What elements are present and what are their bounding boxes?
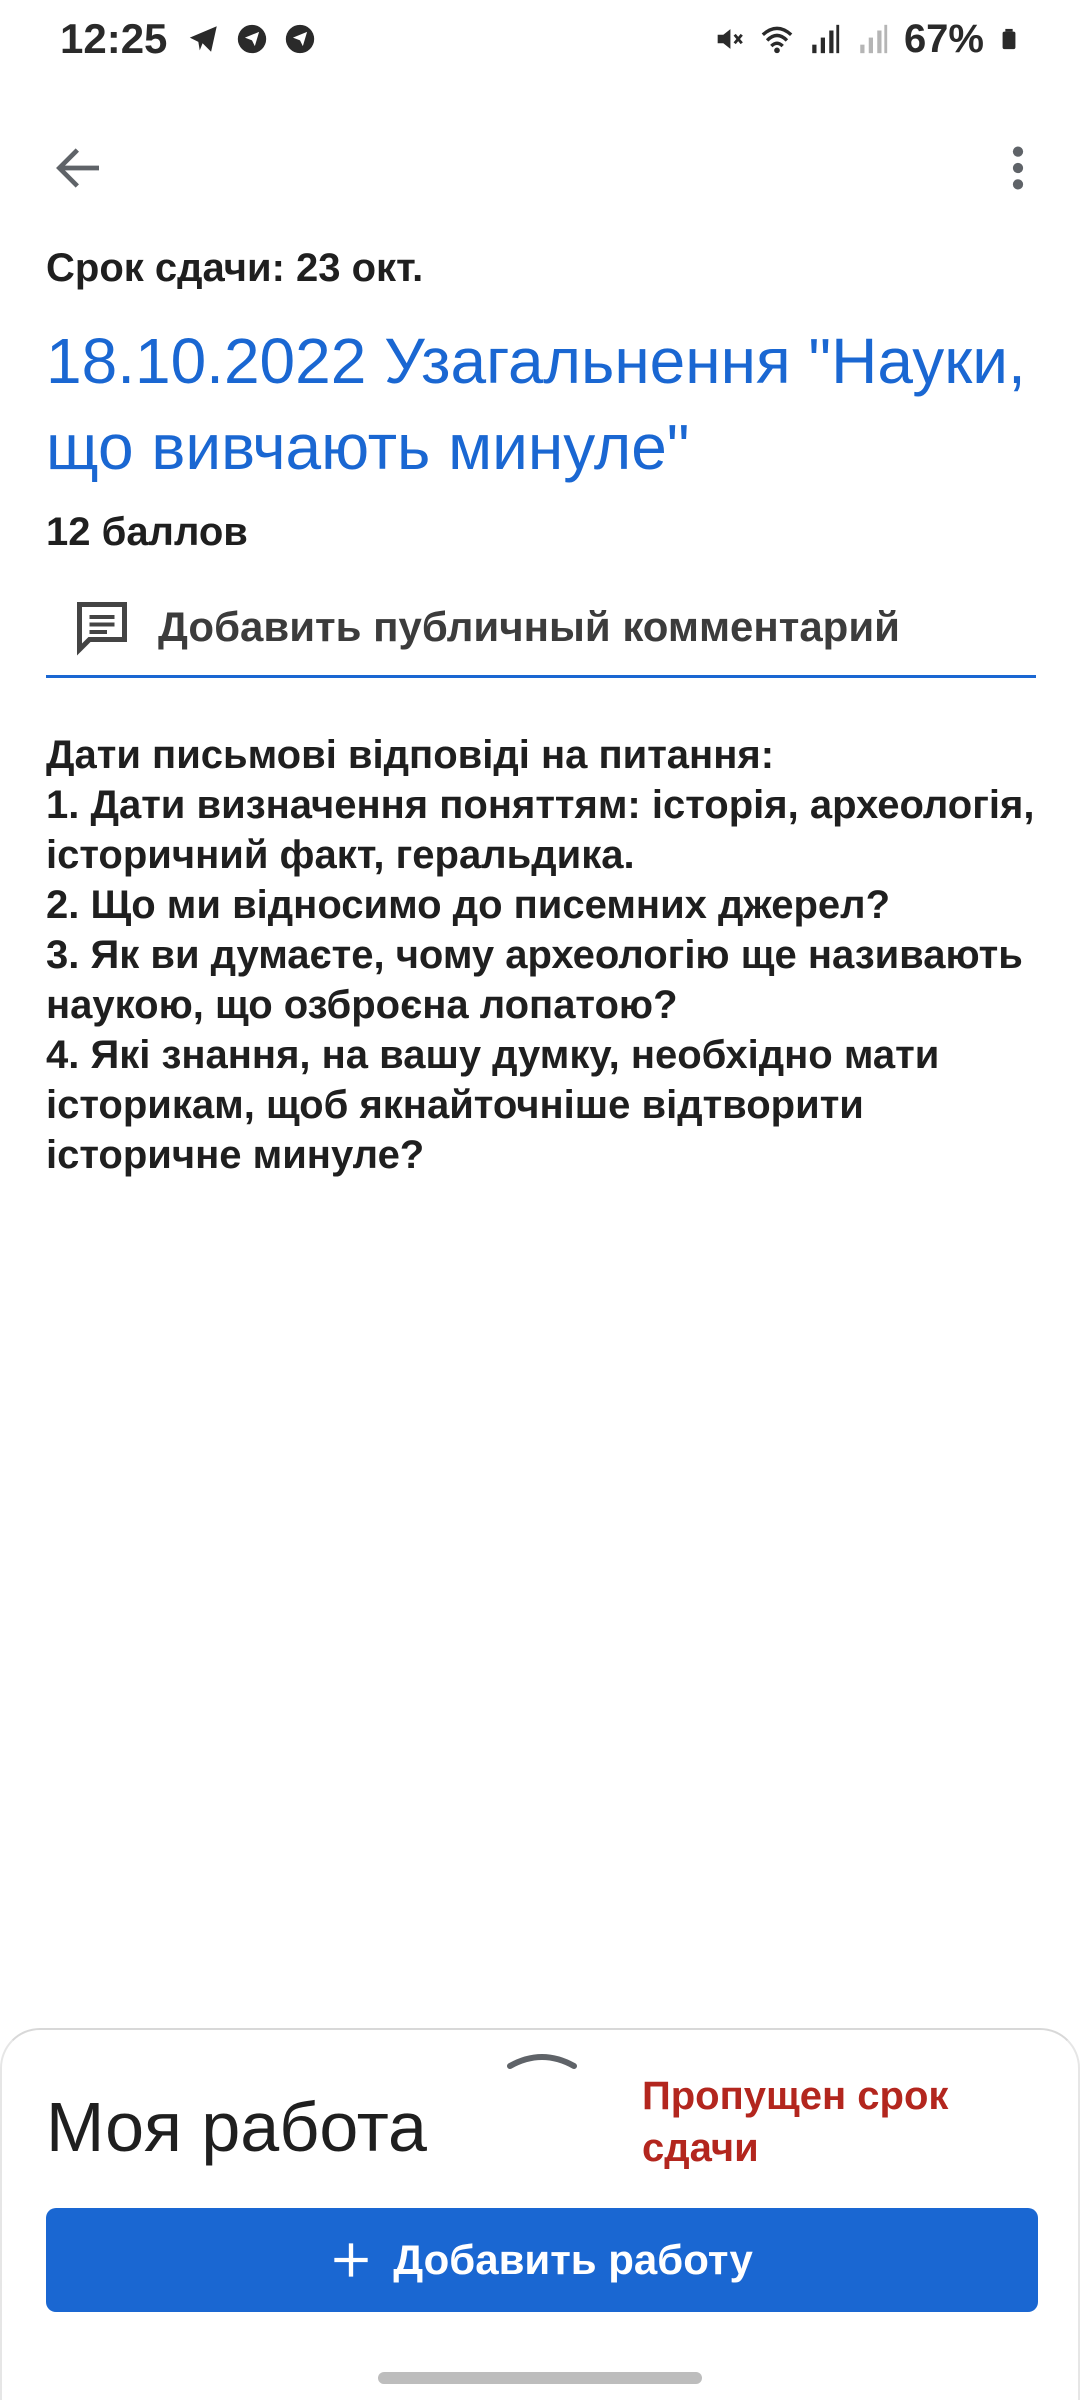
app-bar <box>0 110 1080 210</box>
description-line: Дати письмові відповіді на питання: <box>46 733 775 777</box>
comment-icon <box>72 597 132 657</box>
missed-deadline-status: Пропущен срок сдачи <box>642 2074 949 2170</box>
gesture-nav-handle[interactable] <box>378 2372 702 2384</box>
signal-icon <box>856 22 890 56</box>
plus-icon <box>331 2240 371 2280</box>
back-button[interactable] <box>38 128 118 208</box>
more-options-button[interactable] <box>978 128 1058 208</box>
assignment-content <box>46 240 1046 1180</box>
wifi-icon <box>760 22 794 56</box>
arrow-back-icon <box>50 140 106 196</box>
signal-icon <box>808 22 842 56</box>
assignment-description <box>46 730 1046 1180</box>
description-line: 2. Що ми відносимо до писемних джерел? <box>46 883 891 927</box>
status-time: 12:25 <box>60 15 168 62</box>
comment-label: Добавить публичный комментарий <box>158 602 900 650</box>
my-work-sheet[interactable] <box>0 2028 1080 2400</box>
notification-icon <box>235 22 269 56</box>
mute-icon <box>712 22 746 56</box>
battery-icon <box>998 22 1020 56</box>
telegram-icon <box>187 22 221 56</box>
status-left <box>60 15 317 63</box>
add-work-label: Добавить работу <box>393 2236 753 2283</box>
assignment-title: 18.10.2022 Узагальнення "Науки, що вивчають минуле" <box>46 325 1026 483</box>
more-vert-icon <box>990 140 1046 196</box>
description-line: 3. Як ви думаєте, чому археологію ще називають наукою, що озброєна лопатою? <box>46 933 1034 1027</box>
description-line: 4. Які знання, на вашу думку, необхідно мати історикам, щоб якнайточніше відтворити історичне минуле? <box>46 1033 951 1177</box>
battery-percent: 67% <box>903 16 984 61</box>
points: 12 баллов <box>46 510 248 554</box>
status-right <box>712 17 1020 62</box>
add-public-comment-button[interactable] <box>46 578 1036 678</box>
my-work-title: Моя работа <box>46 2088 427 2166</box>
due-date: Срок сдачи: 23 окт. <box>46 246 424 290</box>
chevron-up-icon[interactable] <box>502 2044 582 2074</box>
add-work-button[interactable] <box>46 2208 1038 2312</box>
description-line: 1. Дати визначення поняттям: історія, археологія, історичний факт, геральдика. <box>46 783 1046 877</box>
status-bar <box>0 0 1080 78</box>
notification-icon <box>283 22 317 56</box>
